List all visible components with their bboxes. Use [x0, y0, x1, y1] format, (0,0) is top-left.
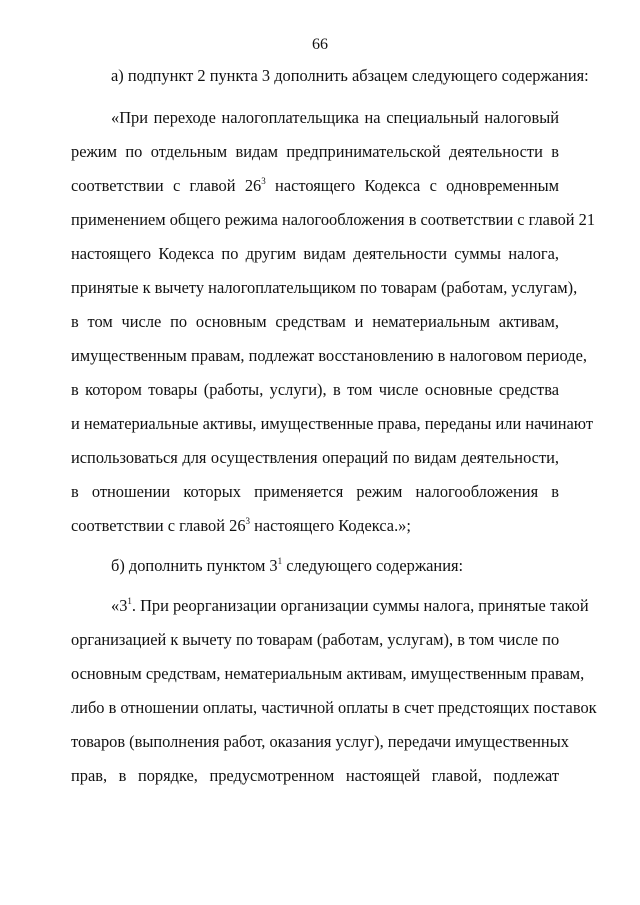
text-fragment: настоящего Кодекса с одновременным [265, 176, 559, 195]
text-fragment: б) дополнить пунктом 3 [111, 556, 278, 575]
text-fragment: следующего содержания: [282, 556, 464, 575]
paragraph-line [111, 596, 589, 616]
paragraph-line [71, 516, 559, 536]
paragraph-line: либо в отношении оплаты, частичной оплаты в счет предстоящих поставок [71, 698, 597, 717]
paragraph-line: прав, в порядке, предусмотренном настоящей главой, подлежат [71, 766, 559, 785]
paragraph-line: товаров (выполнения работ, оказания услуг), передачи имущественных [71, 732, 569, 751]
paragraph-line: принятые к вычету налогоплательщиком по товарам (работам, услугам), [71, 278, 578, 297]
superscript: 3 [245, 516, 251, 526]
page-number: 66 [312, 36, 328, 53]
paragraph-line: настоящего Кодекса по другим видам деятельности суммы налога, [71, 244, 559, 263]
paragraph-line [111, 556, 559, 576]
paragraph-line: а) подпункт 2 пункта 3 дополнить абзацем следующего содержания: [111, 66, 589, 85]
text-fragment: соответствии с главой 26 [71, 176, 262, 195]
text-fragment: соответствии с главой 26 [71, 516, 246, 535]
text-fragment: настоящего Кодекса.»; [250, 516, 411, 535]
paragraph-line: организацией к вычету по товарам (работам, услугам), в том числе по [71, 630, 560, 649]
paragraph-line: в котором товары (работы, услуги), в том числе основные средства [71, 380, 559, 399]
text-fragment: . При реорганизации организации суммы налога, принятые такой [131, 596, 589, 615]
paragraph-line: в том числе по основным средствам и нематериальным активам, [71, 312, 559, 331]
paragraph-line: применением общего режима налогообложения в соответствии с главой 21 [71, 210, 596, 229]
paragraph-line: режим по отдельным видам предпринимательской деятельности в [71, 142, 559, 161]
paragraph-line: в отношении которых применяется режим налогообложения в [71, 482, 559, 501]
text-fragment: «3 [111, 596, 128, 615]
paragraph-line: и нематериальные активы, имущественные права, переданы или начинают [71, 414, 593, 433]
paragraph-line: основным средствам, нематериальным активам, имущественным правам, [71, 664, 585, 683]
paragraph-line: «При переходе налогоплательщика на специальный налоговый [111, 108, 559, 127]
superscript: 3 [261, 176, 266, 186]
paragraph-line: использоваться для осуществления операций по видам деятельности, [71, 448, 559, 467]
superscript: 1 [277, 556, 283, 566]
superscript: 1 [127, 596, 132, 606]
paragraph-line: имущественным правам, подлежат восстановлению в налоговом периоде, [71, 346, 587, 365]
paragraph-line [71, 176, 559, 196]
